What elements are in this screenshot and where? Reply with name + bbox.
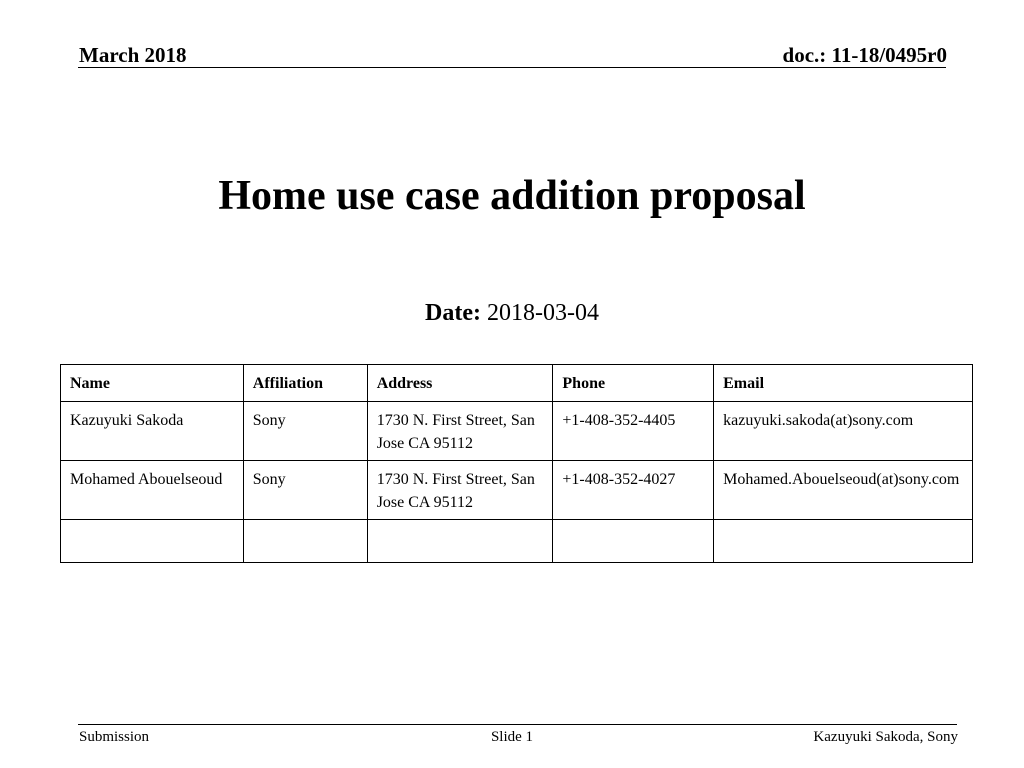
footer-slide-number: Slide 1: [490, 729, 534, 745]
column-header-email: Email: [714, 365, 973, 402]
column-header-phone: Phone: [553, 365, 714, 402]
table-row-empty: [61, 520, 973, 563]
date-value: 2018-03-04: [486, 300, 599, 326]
header-date: March 2018: [79, 43, 187, 67]
footer-author: Kazuyuki Sakoda, Sony: [813, 729, 958, 745]
footer-divider: [78, 724, 957, 725]
cell-affiliation: [243, 520, 367, 563]
authors-table: [60, 364, 973, 563]
cell-phone: +1-408-352-4405: [553, 402, 714, 461]
date-line: [0, 298, 1024, 328]
cell-name: Kazuyuki Sakoda: [61, 402, 244, 461]
cell-email: kazuyuki.sakoda(at)sony.com: [714, 402, 973, 461]
cell-email: [714, 520, 973, 563]
cell-phone: [553, 520, 714, 563]
cell-address: 1730 N. First Street, San Jose CA 95112: [367, 402, 553, 461]
cell-affiliation: Sony: [243, 461, 367, 520]
table-row: [61, 402, 973, 461]
cell-name: Mohamed Abouelseoud: [61, 461, 244, 520]
column-header-name: Name: [61, 365, 244, 402]
header-doc-number: doc.: 11-18/0495r0: [782, 43, 947, 67]
date-label: Date:: [425, 300, 481, 326]
table-header-row: [61, 365, 973, 402]
cell-address: 1730 N. First Street, San Jose CA 95112: [367, 461, 553, 520]
slide-title: Home use case addition proposal: [218, 173, 806, 219]
header-divider: [78, 67, 946, 68]
cell-name: [61, 520, 244, 563]
column-header-address: Address: [367, 365, 553, 402]
cell-address: [367, 520, 553, 563]
table-row: [61, 461, 973, 520]
footer-submission: Submission: [79, 729, 150, 745]
cell-affiliation: Sony: [243, 402, 367, 461]
column-header-affiliation: Affiliation: [243, 365, 367, 402]
cell-phone: +1-408-352-4027: [553, 461, 714, 520]
cell-email: Mohamed.Abouelseoud(at)sony.com: [714, 461, 973, 520]
